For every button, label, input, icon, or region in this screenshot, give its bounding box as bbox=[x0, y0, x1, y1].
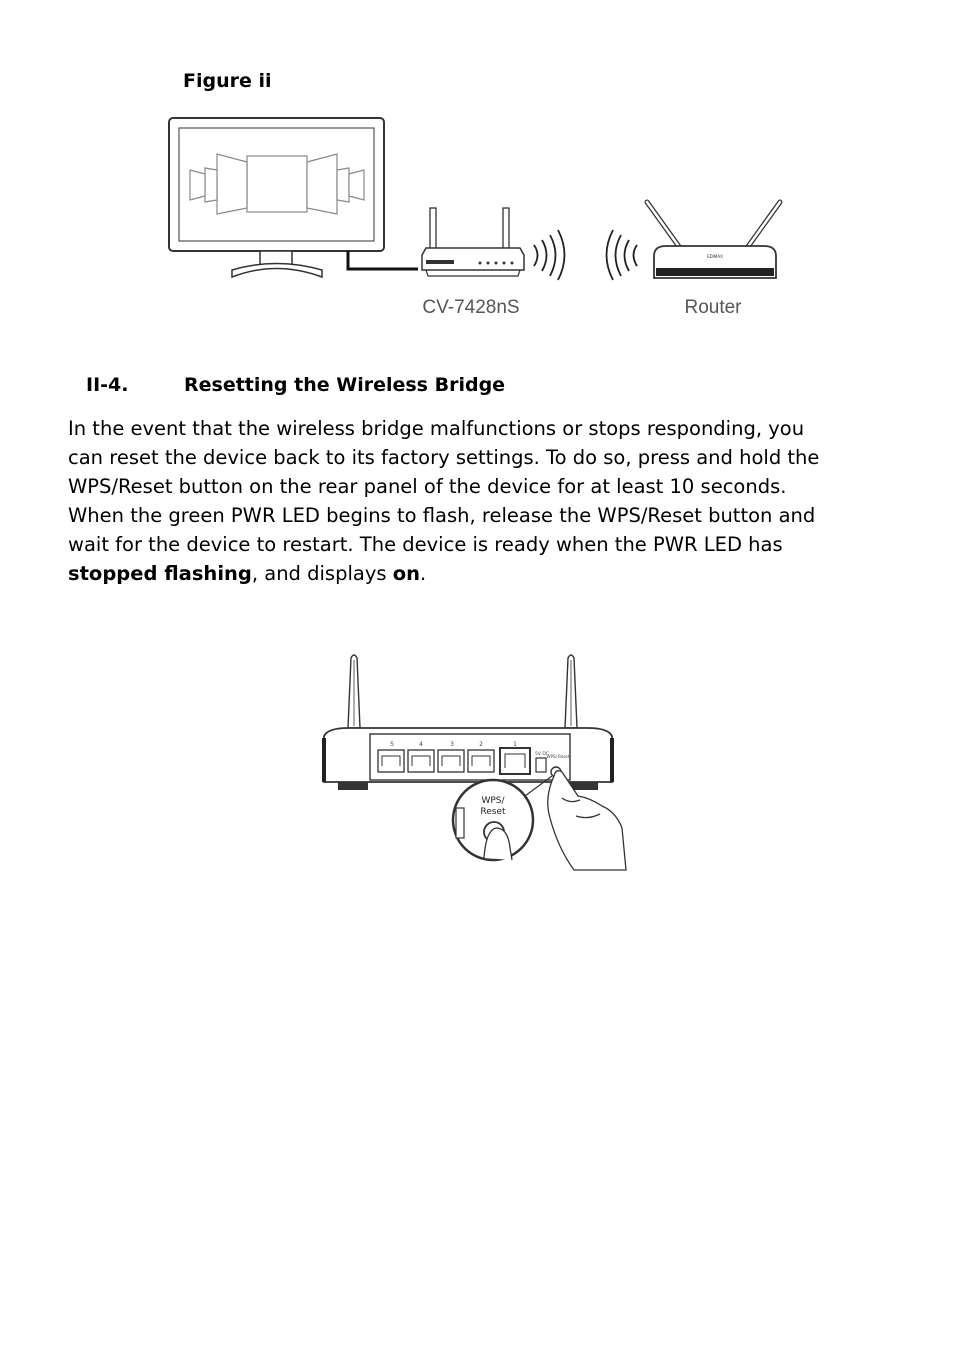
bridge-device-icon bbox=[422, 208, 524, 276]
port-label: 4 bbox=[419, 741, 423, 748]
body-text-fragment: , and displays bbox=[251, 562, 393, 585]
body-line bbox=[68, 559, 898, 588]
body-paragraph bbox=[68, 414, 898, 588]
callout-label: Reset bbox=[480, 807, 506, 817]
section-number: II-4. bbox=[86, 374, 129, 396]
body-line: When the green PWR LED begins to flash, release the WPS/Reset button and bbox=[68, 504, 816, 527]
wps-small-label: WPS/ Reset bbox=[546, 754, 570, 759]
body-line: wait for the device to restart. The device is ready when the PWR LED has bbox=[68, 533, 783, 556]
figure-caption: Figure ii bbox=[183, 70, 272, 92]
body-line: In the event that the wireless bridge malfunctions or stops responding, you bbox=[68, 417, 805, 440]
power-jack-icon bbox=[536, 758, 546, 772]
router-label: Router bbox=[684, 297, 742, 318]
power-label: 5V DC bbox=[535, 752, 549, 757]
svg-text:EDIMAX: EDIMAX bbox=[707, 254, 723, 259]
rear-panel-diagram bbox=[318, 648, 638, 876]
port-label: 5 bbox=[390, 741, 394, 748]
wireless-signal-icon bbox=[534, 230, 565, 280]
monitor-icon bbox=[169, 118, 384, 277]
emphasis-stopped-flashing: stopped flashing bbox=[68, 562, 252, 585]
callout-label: WPS/ bbox=[481, 796, 505, 806]
body-line: can reset the device back to its factory settings. To do so, press and hold the bbox=[68, 446, 820, 469]
ethernet-cable bbox=[348, 251, 418, 269]
wireless-signal-icon bbox=[607, 230, 638, 280]
port-label: 3 bbox=[450, 741, 454, 748]
ethernet-port-icon bbox=[378, 748, 530, 774]
body-line: WPS/Reset button on the rear panel of the device for at least 10 seconds. bbox=[68, 475, 787, 498]
section-title: Resetting the Wireless Bridge bbox=[184, 374, 506, 396]
emphasis-on: on bbox=[392, 562, 421, 585]
network-diagram bbox=[160, 110, 800, 325]
router-icon bbox=[647, 202, 780, 278]
port-label: 2 bbox=[479, 741, 483, 748]
body-text-fragment: . bbox=[420, 562, 427, 585]
antenna-icon bbox=[348, 655, 360, 728]
bridge-label: CV-7428nS bbox=[422, 297, 520, 318]
port-label: 1 bbox=[513, 741, 517, 748]
antenna-icon bbox=[565, 655, 577, 728]
